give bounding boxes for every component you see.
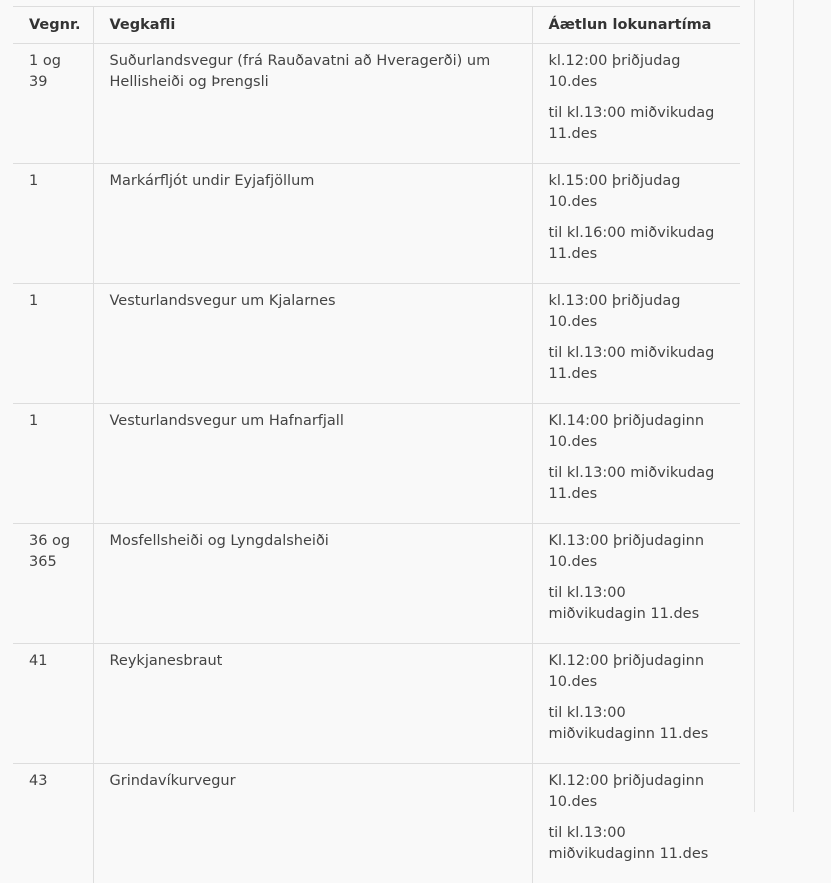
schedule-cell	[532, 524, 740, 644]
closure-end-time: til kl.13:00 miðvikudaginn 11.des	[549, 703, 725, 745]
closure-start-time: Kl.14:00 þriðjudaginn 10.des	[549, 411, 725, 453]
schedule-cell	[532, 44, 740, 164]
road-section-cell: Vesturlandsvegur um Hafnarfjall	[93, 404, 532, 524]
closure-end-time: til kl.16:00 miðvikudag 11.des	[549, 223, 725, 265]
column-header-schedule: Áætlun lokunartíma	[532, 7, 740, 44]
table-row	[13, 404, 740, 524]
closure-end-time: til kl.13:00 miðvikudaginn 11.des	[549, 823, 725, 865]
schedule-cell	[532, 284, 740, 404]
closure-start-time: Kl.12:00 þriðjudaginn 10.des	[549, 771, 725, 813]
schedule-cell	[532, 764, 740, 883]
road-section-cell: Reykjanesbraut	[93, 644, 532, 764]
road-number-cell: 1	[13, 284, 93, 404]
road-number-cell: 36 og 365	[13, 524, 93, 644]
right-rail-divider	[754, 0, 755, 812]
road-closure-table	[13, 6, 740, 883]
table-header-row	[13, 7, 740, 44]
closure-end-time: til kl.13:00 miðvikudag 11.des	[549, 103, 725, 145]
road-section-cell: Mosfellsheiði og Lyngdalsheiði	[93, 524, 532, 644]
road-number-cell: 43	[13, 764, 93, 883]
table-row	[13, 44, 740, 164]
closure-end-time: til kl.13:00 miðvikudag 11.des	[549, 463, 725, 505]
road-section-cell: Grindavíkurvegur	[93, 764, 532, 883]
road-number-cell: 1	[13, 404, 93, 524]
road-section-cell: Markárfljót undir Eyjafjöllum	[93, 164, 532, 284]
closure-start-time: kl.15:00 þriðjudag 10.des	[549, 171, 725, 213]
closure-start-time: Kl.13:00 þriðjudaginn 10.des	[549, 531, 725, 573]
road-section-cell: Suðurlandsvegur (frá Rauðavatni að Hveragerði) um Hellisheiði og Þrengsli	[93, 44, 532, 164]
road-section-cell: Vesturlandsvegur um Kjalarnes	[93, 284, 532, 404]
schedule-cell	[532, 644, 740, 764]
table-row	[13, 164, 740, 284]
column-header-vegkafli: Vegkafli	[93, 7, 532, 44]
right-rail-divider-outer	[793, 0, 794, 812]
road-number-cell: 1	[13, 164, 93, 284]
closure-start-time: Kl.12:00 þriðjudaginn 10.des	[549, 651, 725, 693]
table-row	[13, 524, 740, 644]
closure-start-time: kl.13:00 þriðjudag 10.des	[549, 291, 725, 333]
table-row	[13, 284, 740, 404]
road-number-cell: 41	[13, 644, 93, 764]
table-row	[13, 764, 740, 883]
closure-end-time: til kl.13:00 miðvikudag 11.des	[549, 343, 725, 385]
closure-end-time: til kl.13:00 miðvikudagin 11.des	[549, 583, 725, 625]
closure-start-time: kl.12:00 þriðjudag 10.des	[549, 51, 725, 93]
schedule-cell	[532, 164, 740, 284]
road-number-cell: 1 og 39	[13, 44, 93, 164]
schedule-cell	[532, 404, 740, 524]
table-row	[13, 644, 740, 764]
column-header-vegnr: Vegnr.	[13, 7, 93, 44]
